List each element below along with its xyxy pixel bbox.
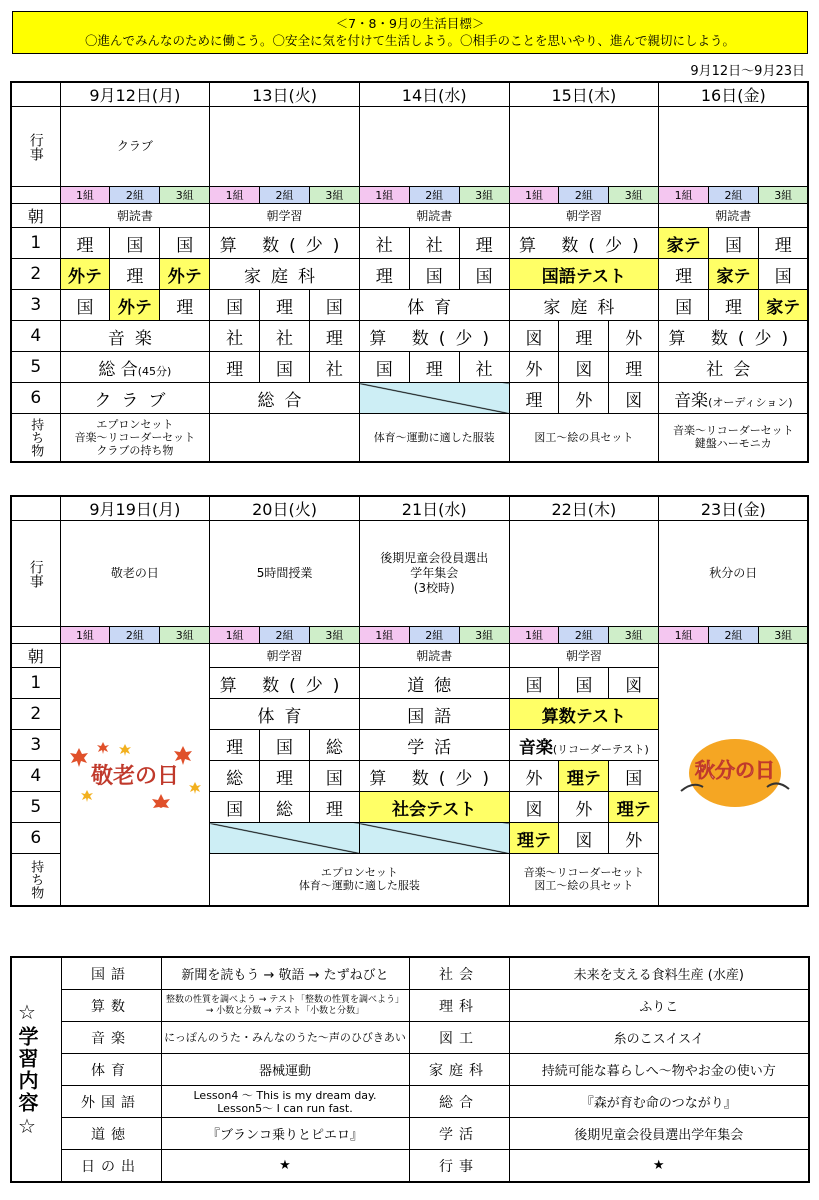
lesson: 理 bbox=[260, 761, 310, 792]
subject-content: 『ブランコ乗りとピエロ』 bbox=[161, 1118, 409, 1150]
event-label: 行事 bbox=[11, 107, 60, 187]
holiday-keiro bbox=[60, 644, 210, 906]
week2-table bbox=[10, 495, 809, 907]
lesson-name: 音楽 bbox=[674, 390, 709, 411]
period-1: 1 bbox=[11, 228, 60, 259]
item-line: 体育〜運動に適した服装 bbox=[298, 879, 420, 893]
subject-name: 日の出 bbox=[61, 1150, 161, 1183]
lesson: 国 bbox=[110, 228, 160, 259]
lesson: 総 bbox=[309, 730, 359, 761]
group-3: 3組 bbox=[609, 187, 659, 204]
lesson: 国 bbox=[260, 730, 310, 761]
group-3: 3組 bbox=[160, 187, 210, 204]
lesson: 算 数(少) bbox=[659, 321, 809, 352]
group-2: 2組 bbox=[559, 627, 609, 644]
lesson: 外 bbox=[509, 352, 559, 383]
item-line: 音楽〜リコーダーセット bbox=[523, 866, 645, 880]
lesson: 国 bbox=[260, 352, 310, 383]
items-cell bbox=[509, 414, 659, 462]
group-2: 2組 bbox=[260, 187, 310, 204]
day-header: 9月12日(月) bbox=[60, 82, 210, 107]
event-cell: 秋分の日 bbox=[659, 521, 809, 627]
lesson-test: 外テ bbox=[110, 290, 160, 321]
lesson: 社 bbox=[260, 321, 310, 352]
morning-cell: 朝読書 bbox=[359, 644, 509, 668]
period-6: 6 bbox=[11, 823, 60, 854]
group-2: 2組 bbox=[409, 627, 459, 644]
morning-cell: 朝学習 bbox=[210, 644, 360, 668]
subject-content: ふりこ bbox=[509, 990, 809, 1022]
group-2: 2組 bbox=[409, 187, 459, 204]
group-3: 3組 bbox=[309, 627, 359, 644]
item-line: 鍵盤ハーモニカ bbox=[694, 437, 772, 451]
subject-name: 総合 bbox=[409, 1086, 509, 1118]
lesson: 総 bbox=[210, 761, 260, 792]
lesson: 図 bbox=[559, 352, 609, 383]
item-line: クラブの持ち物 bbox=[96, 443, 174, 457]
lesson: 理 bbox=[409, 352, 459, 383]
group-row bbox=[11, 187, 808, 204]
morning-cell: 朝学習 bbox=[210, 204, 360, 228]
items-cell bbox=[210, 854, 509, 906]
moon-icon bbox=[663, 733, 803, 813]
subject-content: 未来を支える食料生産 (水産) bbox=[509, 957, 809, 990]
subject-content: 後期児童会役員選出学年集会 bbox=[509, 1118, 809, 1150]
day-header: 9月19日(月) bbox=[60, 496, 210, 521]
subject-name: 行事 bbox=[409, 1150, 509, 1183]
date-range: 9月12日〜9月23日 bbox=[690, 64, 805, 79]
lesson: 理 bbox=[110, 259, 160, 290]
lesson-name: 音楽 bbox=[518, 737, 553, 758]
lesson: 国 bbox=[559, 668, 609, 699]
lesson: 図 bbox=[609, 668, 659, 699]
event-cell: 敬老の日 bbox=[60, 521, 210, 627]
subject-content: 『森が育む命のつながり』 bbox=[509, 1086, 809, 1118]
event-line: 後期児童会役員選出 bbox=[380, 551, 489, 565]
lesson: 図 bbox=[509, 792, 559, 823]
group-1: 1組 bbox=[509, 187, 559, 204]
period-5: 5 bbox=[11, 792, 60, 823]
item-line: 音楽〜リコーダーセット bbox=[673, 424, 794, 438]
subject-content: 持続可能な暮らしへ〜物やお金の使い方 bbox=[509, 1054, 809, 1086]
maple-leaf-icon bbox=[65, 738, 205, 808]
group-2: 2組 bbox=[110, 187, 160, 204]
week1-table bbox=[10, 81, 809, 463]
subject-name: 図工 bbox=[409, 1022, 509, 1054]
period-5: 5 bbox=[11, 352, 60, 383]
content-line: Lesson5〜 I can run fast. bbox=[217, 1101, 353, 1115]
lesson: 道徳 bbox=[359, 668, 509, 699]
subject-name: 社会 bbox=[409, 957, 509, 990]
group-3: 3組 bbox=[459, 187, 509, 204]
lesson: 国 bbox=[709, 228, 759, 259]
period-4: 4 bbox=[11, 321, 60, 352]
event-cell bbox=[509, 107, 659, 187]
day-header: 16日(金) bbox=[659, 82, 809, 107]
star-mark: ★ bbox=[509, 1150, 809, 1183]
event-line: 学年集会 bbox=[410, 566, 459, 580]
lesson: 学活 bbox=[359, 730, 509, 761]
subject-name: 道徳 bbox=[61, 1118, 161, 1150]
items-cell bbox=[210, 414, 360, 462]
day-header: 22日(木) bbox=[509, 496, 659, 521]
no-class-cell bbox=[359, 823, 509, 854]
lesson: 社 bbox=[409, 228, 459, 259]
day-header: 13日(火) bbox=[210, 82, 360, 107]
event-cell bbox=[359, 521, 509, 627]
lesson-test: 理テ bbox=[559, 761, 609, 792]
items-cell bbox=[359, 414, 509, 462]
subject-content: 糸のこスイスイ bbox=[509, 1022, 809, 1054]
lesson: 家庭科 bbox=[210, 259, 360, 290]
star-mark: ★ bbox=[161, 1150, 409, 1183]
lesson: 社 bbox=[210, 321, 260, 352]
corner bbox=[11, 496, 60, 521]
item-line: 音楽〜リコーダーセット bbox=[74, 430, 196, 444]
lesson bbox=[659, 383, 809, 414]
lesson: 理 bbox=[609, 352, 659, 383]
subject-name: 家庭科 bbox=[409, 1054, 509, 1086]
lesson: 算 数(少) bbox=[210, 668, 360, 699]
subject-content: 新聞を読もう → 敬語 → たずねびと bbox=[161, 957, 409, 990]
lesson-test: 家テ bbox=[758, 290, 808, 321]
lesson: 社 bbox=[309, 352, 359, 383]
event-cell: クラブ bbox=[60, 107, 210, 187]
period-2: 2 bbox=[11, 259, 60, 290]
lesson: 算 数(少) bbox=[359, 761, 509, 792]
subject-content bbox=[161, 990, 409, 1022]
lesson-note: (リコーダーテスト) bbox=[552, 742, 649, 756]
event-cell bbox=[659, 107, 809, 187]
lesson: 体育 bbox=[210, 699, 360, 730]
group-2: 2組 bbox=[709, 627, 759, 644]
keiro-illustration bbox=[61, 738, 210, 811]
lesson: 理 bbox=[309, 321, 359, 352]
group-1: 1組 bbox=[210, 627, 260, 644]
subject-name: 音楽 bbox=[61, 1022, 161, 1054]
subject-name: 算数 bbox=[61, 990, 161, 1022]
event-cell bbox=[210, 107, 360, 187]
day-header: 23日(金) bbox=[659, 496, 809, 521]
item-line: 体育〜運動に適した服装 bbox=[373, 430, 495, 444]
lesson: 外 bbox=[509, 761, 559, 792]
goals-title: ＜7・8・9月の生活目標＞ bbox=[335, 16, 485, 31]
lesson-note: (45分) bbox=[137, 364, 172, 378]
items-cell bbox=[509, 854, 659, 906]
lesson: 国語 bbox=[359, 699, 509, 730]
morning-cell: 朝読書 bbox=[359, 204, 509, 228]
holiday-shubun-text: 秋分の日 bbox=[695, 757, 776, 782]
lesson: 国 bbox=[459, 259, 509, 290]
goals-text: 〇進んでみんなのために働こう。〇安全に気を付けて生活しよう。〇相手のことを思いやり、進んで親切にしよう。 bbox=[84, 33, 735, 48]
lesson: 体育 bbox=[359, 290, 509, 321]
lesson-name: 総 合 bbox=[98, 359, 138, 380]
lesson: 理 bbox=[659, 259, 709, 290]
lesson: 算 数(少) bbox=[210, 228, 360, 259]
subject-name: 体育 bbox=[61, 1054, 161, 1086]
lesson-note: (オーディション) bbox=[708, 395, 793, 409]
lesson: 国 bbox=[609, 761, 659, 792]
items-cell bbox=[60, 414, 210, 462]
period-3: 3 bbox=[11, 730, 60, 761]
lesson: 理 bbox=[60, 228, 110, 259]
lesson: 音楽 bbox=[60, 321, 210, 352]
no-class-cell bbox=[359, 383, 509, 414]
lesson: 社 bbox=[359, 228, 409, 259]
lesson: 国 bbox=[309, 761, 359, 792]
lesson: 外 bbox=[559, 383, 609, 414]
content-line: Lesson4 〜 This is my dream day. bbox=[193, 1088, 377, 1102]
group-2: 2組 bbox=[559, 187, 609, 204]
lesson-test: 外テ bbox=[160, 259, 210, 290]
lesson: 国 bbox=[409, 259, 459, 290]
event-cell: 5時間授業 bbox=[210, 521, 360, 627]
no-class-cell bbox=[210, 823, 360, 854]
content-line: 整数の性質を調べよう → テスト「整数の性質を調べよう」 bbox=[166, 994, 404, 1005]
lesson: 外 bbox=[559, 792, 609, 823]
group-2: 2組 bbox=[110, 627, 160, 644]
subject-name: 学活 bbox=[409, 1118, 509, 1150]
lesson: 社 bbox=[459, 352, 509, 383]
group-1: 1組 bbox=[60, 627, 110, 644]
lesson: クラブ bbox=[60, 383, 210, 414]
subject-name: 外国語 bbox=[61, 1086, 161, 1118]
lesson-test: 国語テスト bbox=[509, 259, 659, 290]
subject-content: 器械運動 bbox=[161, 1054, 409, 1086]
morning-label: 朝 bbox=[11, 644, 60, 668]
subject-content: にっぽんのうた・みんなのうた〜声のひびきあい bbox=[161, 1022, 409, 1054]
group-row bbox=[11, 627, 808, 644]
lesson: 理 bbox=[709, 290, 759, 321]
morning-cell: 朝読書 bbox=[659, 204, 809, 228]
group-1: 1組 bbox=[659, 627, 709, 644]
subject-name: 国語 bbox=[61, 957, 161, 990]
lesson: 図 bbox=[509, 321, 559, 352]
lesson: 国 bbox=[659, 290, 709, 321]
learning-content-table bbox=[10, 956, 810, 1183]
day-header: 21日(水) bbox=[359, 496, 509, 521]
morning-cell: 朝読書 bbox=[60, 204, 210, 228]
lesson: 理 bbox=[210, 352, 260, 383]
group-1: 1組 bbox=[359, 187, 409, 204]
lesson: 国 bbox=[160, 228, 210, 259]
lesson: 理 bbox=[210, 730, 260, 761]
items-label: 持ち物 bbox=[11, 414, 60, 462]
lesson: 国 bbox=[210, 290, 260, 321]
lesson: 理 bbox=[359, 259, 409, 290]
lesson bbox=[509, 730, 659, 761]
group-1: 1組 bbox=[509, 627, 559, 644]
group-1: 1組 bbox=[359, 627, 409, 644]
period-6: 6 bbox=[11, 383, 60, 414]
item-line: エプロンセット bbox=[320, 866, 398, 880]
corner bbox=[11, 82, 60, 107]
item-line: 図工〜絵の具セット bbox=[534, 430, 634, 444]
morning-cell: 朝学習 bbox=[509, 204, 659, 228]
lesson: 国 bbox=[758, 259, 808, 290]
lesson: 総合 bbox=[210, 383, 360, 414]
event-label: 行事 bbox=[11, 521, 60, 627]
morning-label: 朝 bbox=[11, 204, 60, 228]
lesson: 理 bbox=[160, 290, 210, 321]
subject-content bbox=[161, 1086, 409, 1118]
lesson: 理 bbox=[509, 383, 559, 414]
lesson: 国 bbox=[359, 352, 409, 383]
lesson: 国 bbox=[309, 290, 359, 321]
group-3: 3組 bbox=[309, 187, 359, 204]
group-3: 3組 bbox=[758, 187, 808, 204]
group-3: 3組 bbox=[758, 627, 808, 644]
day-header: 20日(火) bbox=[210, 496, 360, 521]
lesson: 家庭科 bbox=[509, 290, 659, 321]
lesson: 社会 bbox=[659, 352, 809, 383]
event-line: (3校時) bbox=[413, 581, 455, 595]
group-2: 2組 bbox=[709, 187, 759, 204]
lesson: 外 bbox=[609, 823, 659, 854]
lesson: 理 bbox=[459, 228, 509, 259]
group-3: 3組 bbox=[609, 627, 659, 644]
group-1: 1組 bbox=[659, 187, 709, 204]
subject-name: 理科 bbox=[409, 990, 509, 1022]
period-4: 4 bbox=[11, 761, 60, 792]
lesson: 算 数(少) bbox=[359, 321, 509, 352]
lesson: 国 bbox=[210, 792, 260, 823]
lesson: 国 bbox=[509, 668, 559, 699]
lesson-test: 算数テスト bbox=[509, 699, 659, 730]
side-title: ☆学習内容☆ bbox=[15, 999, 39, 1140]
group-3: 3組 bbox=[459, 627, 509, 644]
lesson: 国 bbox=[60, 290, 110, 321]
lesson: 図 bbox=[559, 823, 609, 854]
content-line: → 小数と分数 → テスト「小数と分数」 bbox=[205, 1005, 365, 1016]
event-cell bbox=[509, 521, 659, 627]
monthly-goals bbox=[12, 11, 808, 54]
event-cell bbox=[359, 107, 509, 187]
morning-cell: 朝学習 bbox=[509, 644, 659, 668]
item-line: エプロンセット bbox=[96, 417, 174, 431]
lesson-test: 社会テスト bbox=[359, 792, 509, 823]
lesson: 理 bbox=[309, 792, 359, 823]
lesson: 外 bbox=[609, 321, 659, 352]
lesson: 算 数(少) bbox=[509, 228, 659, 259]
lesson: 理 bbox=[559, 321, 609, 352]
period-1: 1 bbox=[11, 668, 60, 699]
learning-content-label bbox=[11, 957, 61, 1182]
day-header: 15日(木) bbox=[509, 82, 659, 107]
lesson-test: 家テ bbox=[659, 228, 709, 259]
item-line: 図工〜絵の具セット bbox=[534, 879, 634, 893]
group-3: 3組 bbox=[160, 627, 210, 644]
lesson-test: 理テ bbox=[509, 823, 559, 854]
lesson: 総 bbox=[260, 792, 310, 823]
holiday-shubun bbox=[659, 644, 809, 906]
day-header: 14日(水) bbox=[359, 82, 509, 107]
lesson: 理 bbox=[758, 228, 808, 259]
group-2: 2組 bbox=[260, 627, 310, 644]
lesson: 理 bbox=[260, 290, 310, 321]
period-2: 2 bbox=[11, 699, 60, 730]
lesson-test: 家テ bbox=[709, 259, 759, 290]
items-cell bbox=[659, 414, 809, 462]
holiday-keiro-text: 敬老の日 bbox=[90, 763, 179, 789]
lesson-test: 理テ bbox=[609, 792, 659, 823]
group-1: 1組 bbox=[60, 187, 110, 204]
group-1: 1組 bbox=[210, 187, 260, 204]
period-3: 3 bbox=[11, 290, 60, 321]
lesson-test: 外テ bbox=[60, 259, 110, 290]
items-label: 持ち物 bbox=[11, 854, 60, 906]
lesson: 図 bbox=[609, 383, 659, 414]
lesson bbox=[60, 352, 210, 383]
